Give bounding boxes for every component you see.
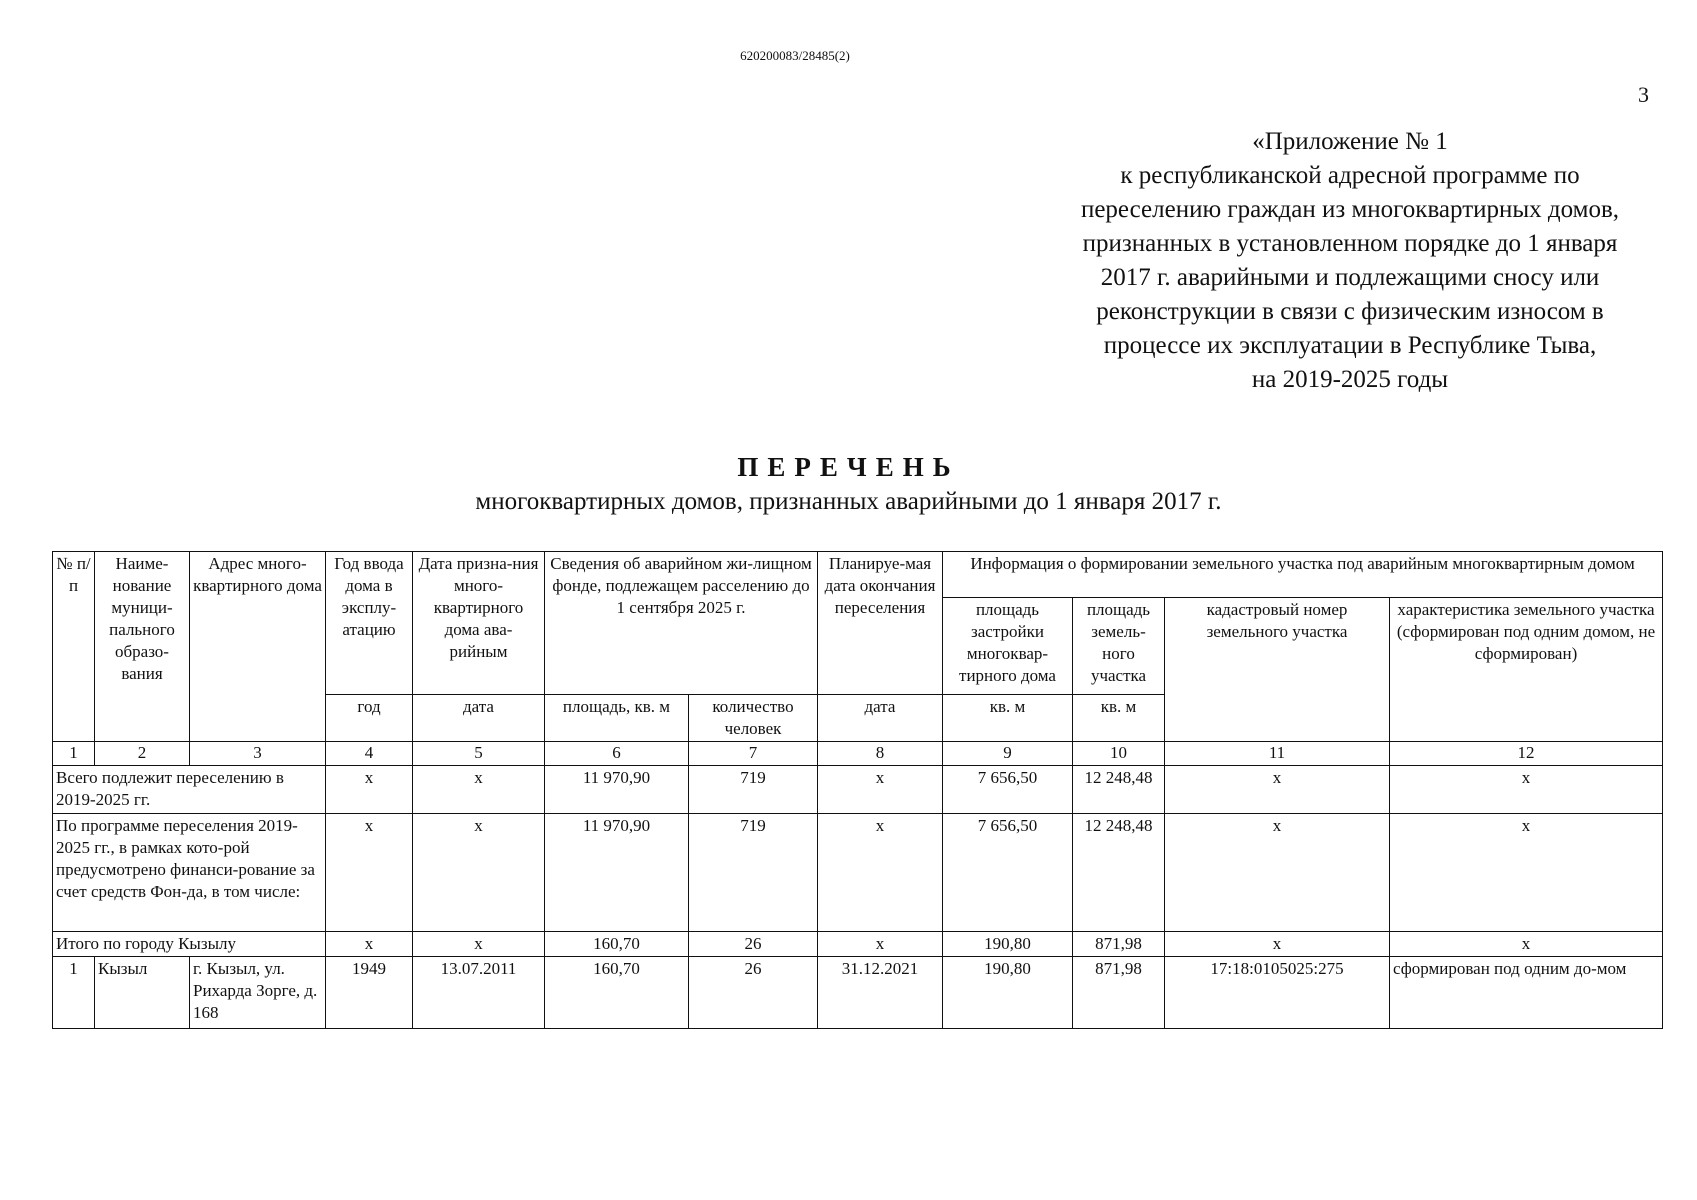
cell-year: x [326,814,413,932]
header-cadastral: кадастровый номер земельного участка [1165,598,1390,742]
header-municipality: Наиме-нование муници-пального образо-вания [95,552,190,742]
column-number: 12 [1390,742,1663,766]
cell-year: 1949 [326,957,413,1029]
cell-land-area: 12 248,48 [1073,766,1165,814]
column-number: 8 [818,742,943,766]
document-code: 620200083/28485(2) [740,48,850,63]
cell-area: 11 970,90 [545,766,689,814]
appendix-heading [1010,125,1690,397]
cell-area: 160,70 [545,932,689,957]
header-row [53,552,1663,598]
cell-people: 26 [689,957,818,1029]
appendix-line: реконструкции в связи с физическим износом в [1096,298,1604,325]
column-number: 3 [190,742,326,766]
unit-land-sqm: кв. м [1073,695,1165,742]
unit-area: площадь, кв. м [545,695,689,742]
unit-date: дата [413,695,545,742]
column-number: 11 [1165,742,1390,766]
unit-planned-date: дата [818,695,943,742]
column-number: 6 [545,742,689,766]
cell-characteristic: x [1390,814,1663,932]
unit-people: количество человек [689,695,818,742]
header-building-area: площадь застройки многоквар-тирного дома [943,598,1073,695]
document-subtitle: многоквартирных домов, признанных аварийными до 1 января 2017 г. [475,488,1222,515]
cell-planned-date: x [818,766,943,814]
cell-building-area: 190,80 [943,957,1073,1029]
page-number: 3 [1638,82,1649,107]
cell-characteristic: x [1390,766,1663,814]
cell-cadastral: x [1165,766,1390,814]
cell-date: x [413,814,545,932]
cell-planned-date: 31.12.2021 [818,957,943,1029]
row-label: Всего подлежит переселению в 2019-2025 гг. [53,766,326,814]
column-number: 4 [326,742,413,766]
header-year: Год ввода дома в эксплу-атацию [326,552,413,695]
houses-table [52,551,1663,1029]
column-number: 10 [1073,742,1165,766]
cell-land-area: 12 248,48 [1073,814,1165,932]
appendix-line: на 2019-2025 годы [1251,366,1449,393]
cell-characteristic: сформирован под одним до-мом [1390,957,1663,1029]
appendix-line: «Приложение № 1 [1252,128,1448,155]
cell-year: x [326,766,413,814]
appendix-line: признанных в установленном порядке до 1 января [1082,230,1618,257]
cell-land-area: 871,98 [1073,957,1165,1029]
cell-date: x [413,766,545,814]
table-row [53,957,1663,1029]
header-land-info: Информация о формировании земельного участка под аварийным многоквартирным домом [943,552,1663,598]
cell-date: x [413,932,545,957]
cell-people: 719 [689,766,818,814]
table-row-city-total [53,932,1663,957]
appendix-line: к республиканской адресной программе по [1120,162,1580,189]
cell-cadastral: 17:18:0105025:275 [1165,957,1390,1029]
cell-planned-date: x [818,814,943,932]
table-row-total [53,766,1663,814]
cell-people: 26 [689,932,818,957]
cell-land-area: 871,98 [1073,932,1165,957]
cell-cadastral: x [1165,932,1390,957]
row-label: Итого по городу Кызылу [53,932,326,957]
header-address: Адрес много-квартирного дома [190,552,326,742]
table-row-program [53,814,1663,932]
appendix-line: переселению граждан из многоквартирных домов, [1080,196,1620,223]
cell-area: 11 970,90 [545,814,689,932]
cell-address: г. Кызыл, ул. Рихарда Зорге, д. 168 [190,957,326,1029]
appendix-line: 2017 г. аварийными и подлежащими сносу или [1100,264,1600,291]
appendix-line: процессе их эксплуатации в Республике Тыва, [1103,332,1597,359]
document-title: ПЕРЕЧЕНЬ [737,452,960,482]
column-number: 7 [689,742,818,766]
header-planned-date: Планируе-мая дата окончания переселения [818,552,943,695]
cell-building-area: 7 656,50 [943,814,1073,932]
cell-municipality: Кызыл [95,957,190,1029]
cell-people: 719 [689,814,818,932]
header-land-characteristic: характеристика земельного участка (сформирован под одним домом, не сформирован) [1390,598,1663,742]
header-num: № п/п [53,552,95,742]
column-numbers-row [53,742,1663,766]
cell-building-area: 190,80 [943,932,1073,957]
column-number: 2 [95,742,190,766]
header-recognition-date: Дата призна-ния много-квартирного дома ава-рийным [413,552,545,695]
cell-characteristic: x [1390,932,1663,957]
cell-date: 13.07.2011 [413,957,545,1029]
cell-cadastral: x [1165,814,1390,932]
unit-building-sqm: кв. м [943,695,1073,742]
row-label: По программе переселения 2019-2025 гг., в рамках кото-рой предусмотрено финанси-рование за счет средств Фон-да, в том числе: [53,814,326,932]
column-number: 5 [413,742,545,766]
column-number: 1 [53,742,95,766]
cell-year: x [326,932,413,957]
cell-building-area: 7 656,50 [943,766,1073,814]
cell-planned-date: x [818,932,943,957]
unit-year: год [326,695,413,742]
header-land-area: площадь земель-ного участка [1073,598,1165,695]
cell-num: 1 [53,957,95,1029]
column-number: 9 [943,742,1073,766]
header-fund-info: Сведения об аварийном жи-лищном фонде, подлежащем расселению до 1 сентября 2025 г. [545,552,818,695]
cell-area: 160,70 [545,957,689,1029]
